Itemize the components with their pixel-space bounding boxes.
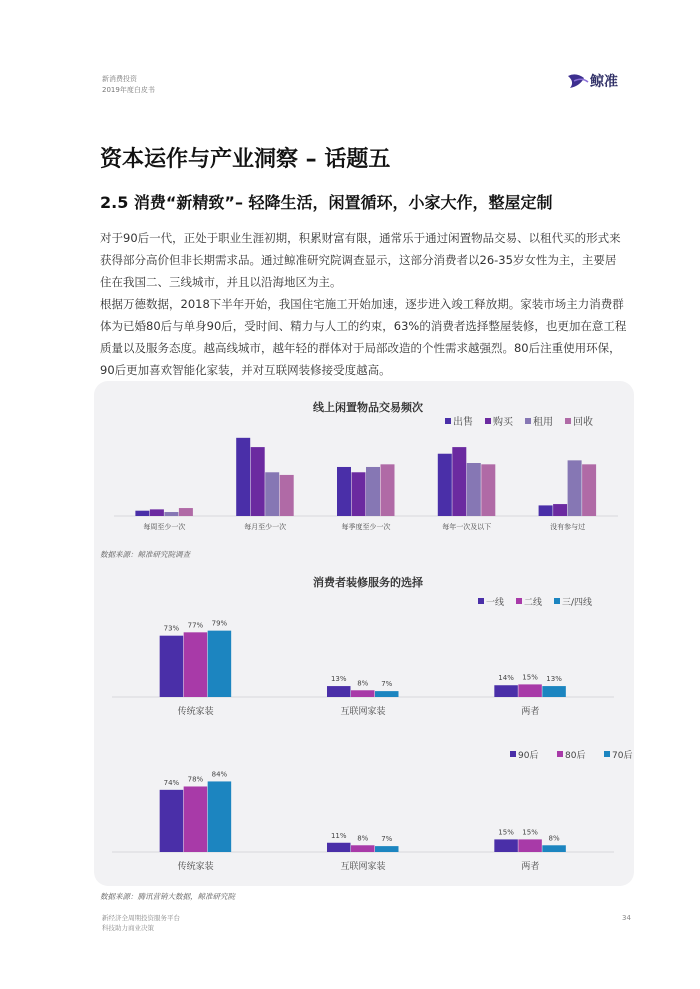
category-label: 每年一次及以下 — [442, 523, 492, 531]
bar — [150, 509, 164, 516]
bar — [184, 786, 208, 852]
footer-tagline-2: 科技助力商业决策 — [102, 924, 154, 932]
legend-swatch — [604, 751, 610, 757]
bar — [481, 464, 495, 516]
bar — [452, 447, 466, 516]
category-label: 两者 — [521, 707, 540, 717]
paragraph-2 — [100, 293, 632, 381]
paragraph-line: 根据万德数据，2018下半年开始，我国住宅施工开始加速，逐步进入竣工释放期。家装市场主力消费群 — [100, 297, 624, 311]
bar — [208, 631, 232, 697]
legend-swatch — [510, 751, 516, 757]
category-label: 每周至少一次 — [143, 523, 186, 531]
chart-decoration-by-city-tier — [0, 565, 700, 730]
section-title: 2.5 消费“新精致”– 轻降生活，闲置循环，小家大作，整屋定制 — [100, 193, 553, 212]
chart-title: 消费者装修服务的选择 — [313, 576, 423, 589]
bar — [366, 467, 380, 516]
bar — [553, 504, 567, 516]
data-label: 7% — [381, 680, 393, 689]
legend-swatch — [525, 418, 531, 424]
legend-label: 三/四线 — [562, 598, 593, 608]
bar — [467, 463, 481, 516]
bar — [352, 472, 366, 516]
chart1-source-note: 数据来源：鲸准研究院调查 — [100, 550, 190, 559]
bar — [542, 686, 566, 697]
bar — [265, 472, 279, 516]
legend-label: 90后 — [518, 751, 539, 761]
data-label: 73% — [163, 624, 180, 633]
data-label: 15% — [522, 828, 538, 837]
paragraph-line: 90后更加喜欢智能化家装，并对互联网装修接受度越高。 — [100, 363, 391, 377]
bar — [208, 781, 232, 852]
bar — [160, 636, 184, 697]
data-label: 8% — [548, 834, 560, 843]
data-label: 8% — [357, 679, 369, 688]
chart-decoration-by-age — [0, 740, 700, 875]
bar — [179, 508, 193, 516]
bar — [164, 512, 178, 516]
bar — [518, 839, 542, 852]
bar — [568, 460, 582, 516]
paragraph-line: 住在我国二、三线城市，并且以沿海地区为主。 — [100, 275, 342, 289]
paragraph-line: 质量以及服务态度。越高线城市，越年轻的群体对于局部改造的个性需求越强烈。80后注重使用环保， — [100, 341, 621, 355]
data-label: 8% — [357, 834, 369, 843]
brand-name: 鲸准 — [590, 74, 618, 90]
legend-swatch — [485, 418, 491, 424]
bar — [542, 845, 566, 852]
bar — [518, 684, 542, 697]
bar — [280, 475, 294, 516]
legend-label: 70后 — [612, 751, 633, 761]
charts23-source-note: 数据来源：腾讯营销大数据，鲸准研究院 — [100, 892, 235, 901]
bar — [184, 632, 208, 697]
category-label: 每月至少一次 — [244, 523, 287, 531]
header-report-name: 新消费投资 — [102, 75, 137, 83]
data-label: 15% — [498, 828, 514, 837]
paragraph-line: 对于90后一代，正处于职业生涯初期，积累财富有限，通常乐于通过闲置物品交易、以租代买的形式来 — [100, 231, 621, 245]
bar — [438, 454, 452, 516]
category-label: 没有参与过 — [550, 523, 586, 531]
bar — [337, 467, 351, 516]
category-label: 传统家装 — [177, 707, 214, 717]
legend-swatch — [445, 418, 451, 424]
legend-label: 80后 — [565, 751, 586, 761]
paragraph-line: 获得部分高价但非长期需求品。通过鲸准研究院调查显示，这部分消费者以26-35岁女性为主，主要居 — [100, 253, 617, 267]
data-label: 15% — [522, 673, 538, 682]
paragraph-1 — [100, 227, 632, 293]
bar — [381, 464, 395, 516]
data-label: 79% — [211, 619, 228, 628]
bar — [251, 447, 265, 516]
data-label: 11% — [330, 831, 347, 840]
data-label: 74% — [163, 778, 180, 787]
category-label: 互联网家装 — [340, 862, 386, 872]
bar — [327, 686, 351, 697]
bar — [327, 843, 351, 852]
legend-label: 二线 — [524, 598, 543, 608]
data-label: 77% — [187, 621, 204, 630]
header-report-year: 2019年度白皮书 — [102, 86, 155, 94]
legend-swatch — [478, 598, 484, 604]
data-label: 13% — [546, 675, 562, 684]
legend-label: 一线 — [486, 598, 505, 608]
legend-swatch — [557, 751, 563, 757]
legend-swatch — [516, 598, 522, 604]
chart-title: 线上闲置物品交易频次 — [313, 401, 423, 414]
legend-label: 租用 — [533, 417, 553, 428]
bar — [494, 685, 518, 697]
legend-swatch — [565, 418, 571, 424]
data-label: 84% — [211, 770, 228, 779]
legend-label: 购买 — [493, 417, 513, 428]
bar — [351, 690, 375, 697]
bar — [135, 511, 149, 516]
bar — [236, 438, 250, 516]
data-label: 14% — [498, 674, 514, 683]
page-number: 34 — [622, 914, 631, 922]
bar — [351, 845, 375, 852]
bar — [582, 464, 596, 516]
bar — [539, 505, 553, 516]
bar — [160, 790, 184, 852]
legend-label: 出售 — [453, 417, 473, 428]
page-title: 资本运作与产业洞察 – 话题五 — [100, 147, 391, 172]
category-label: 每季度至少一次 — [341, 523, 391, 531]
bar — [494, 839, 518, 852]
category-label: 传统家装 — [177, 862, 214, 872]
chart-idle-trading-frequency — [0, 390, 700, 540]
bar — [375, 691, 399, 697]
category-label: 两者 — [521, 862, 540, 872]
data-label: 7% — [381, 835, 393, 844]
category-label: 互联网家装 — [340, 707, 386, 717]
footer-tagline-1: 新经济全周期投资服务平台 — [102, 914, 180, 922]
legend-swatch — [554, 598, 560, 604]
data-label: 13% — [330, 675, 347, 684]
legend-label: 回收 — [573, 417, 593, 428]
paragraph-line: 体为已婚80后与单身90后，受时间、精力与人工的约束，63%的消费者选择整屋装修，也更加在意工程 — [100, 319, 627, 333]
data-label: 78% — [187, 775, 204, 784]
bar — [375, 846, 399, 852]
